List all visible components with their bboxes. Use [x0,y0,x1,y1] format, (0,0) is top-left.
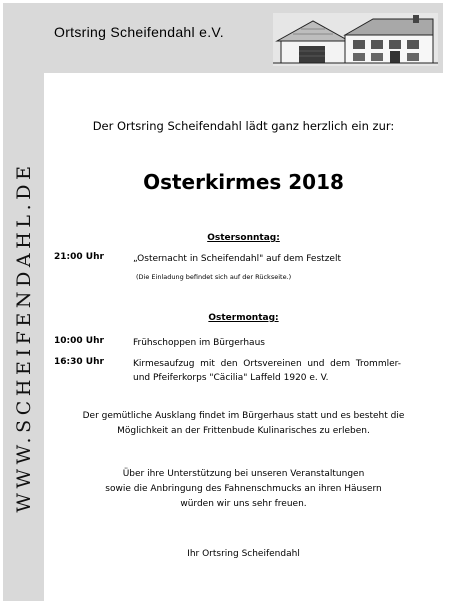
event-description: „Osternacht in Scheifendahl" auf dem Festzelt [133,254,341,264]
event-description: Kirmesaufzug mit den Ortsvereinen und dem Trommler- und Pfeiferkorps "Cäcilia" Laffeld 1920 e. V. [133,359,401,383]
sunday-heading: Ostersonntag: [207,233,280,243]
signature: Ihr Ortsring Scheifendahl [187,549,300,559]
event-time: 10:00 Uhr [54,336,104,346]
building-logo [273,13,438,66]
closing-paragraph [44,409,443,439]
support-paragraph [44,467,443,512]
invitation-intro: Der Ortsring Scheifendahl lädt ganz herzlich ein zur: [92,119,395,133]
monday-heading: Ostermontag: [208,313,279,323]
event-description: Frühschoppen im Bürgerhaus [133,338,265,348]
event-time: 21:00 Uhr [54,252,104,262]
org-name: Ortsring Scheifendahl e.V. [54,24,224,40]
closing-line: Möglichkeit an der Frittenbude Kulinarisches zu erleben. [117,426,370,436]
support-line: sowie die Anbringung des Fahnenschmucks an ihren Häusern [105,484,382,494]
closing-line: Der gemütliche Ausklang findet im Bürgerhaus statt und es besteht die [82,411,405,421]
support-line: würden wir uns sehr freuen. [180,499,307,509]
building-sketch-icon [273,13,438,66]
event-note: (Die Einladung befindet sich auf der Rückseite.) [136,273,292,281]
support-line: Über ihre Unterstützung bei unseren Veranstaltungen [122,469,365,479]
website-vertical: WWW.SCHEIFENDAHL.DE [13,161,35,513]
event-time: 16:30 Uhr [54,357,104,367]
event-title: Osterkirmes 2018 [143,170,344,194]
